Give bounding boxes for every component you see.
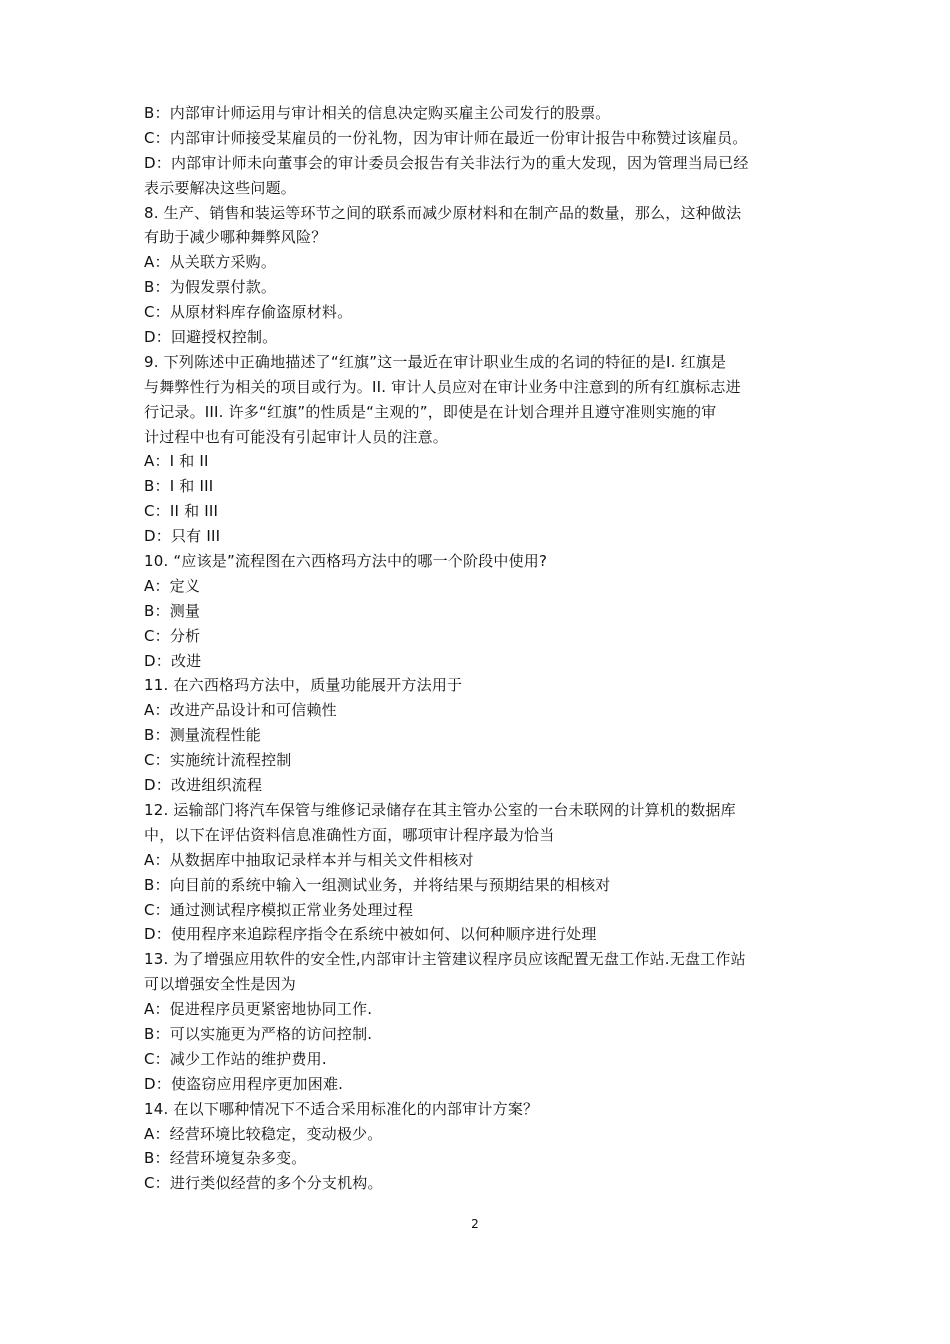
question-10: 10. “应该是”流程图在六西格玛方法中的哪一个阶段中使用?: [144, 552, 548, 571]
option-a: A：从数据库中抽取记录样本并与相关文件相核对: [144, 850, 474, 869]
option-d: D：使用程序来追踪程序指令在系统中被如何、以何种顺序进行处理: [144, 925, 597, 944]
option-d: D：回避授权控制。: [144, 328, 278, 347]
text-line: 行记录。III. 许多“红旗”的性质是“主观的”，即使是在计划合理并且遵守准则实施的审: [144, 402, 717, 421]
option-a: A：从关联方采购。: [144, 253, 277, 272]
question-13: 13. 为了增强应用软件的安全性,内部审计主管建议程序员应该配置无盘工作站.无盘工作站: [144, 950, 746, 969]
option-b: B：I 和 III: [144, 477, 214, 496]
option-d: D：改进组织流程: [144, 776, 263, 795]
option-a: A：经营环境比较稳定，变动极少。: [144, 1124, 383, 1143]
text-line: 表示要解决这些问题。: [144, 178, 297, 197]
option-b: B：测量流程性能: [144, 726, 261, 745]
option-a: A：促进程序员更紧密地协同工作.: [144, 1000, 373, 1019]
question-12: 12. 运输部门将汽车保管与维修记录储存在其主管办公室的一台未联网的计算机的数据库: [144, 800, 736, 819]
option-b: B：可以实施更为严格的访问控制.: [144, 1024, 373, 1043]
question-14: 14. 在以下哪种情况下不适合采用标准化的内部审计方案？: [144, 1099, 539, 1118]
option-c: C：减少工作站的维护费用.: [144, 1049, 327, 1068]
option-d: D：使盗窃应用程序更加困难.: [144, 1074, 344, 1093]
text-line: 与舞弊性行为相关的项目或行为。II. 审计人员应对在审计业务中注意到的所有红旗标志进: [144, 377, 741, 396]
option-b: B：为假发票付款。: [144, 278, 277, 297]
option-c: C：II 和 III: [144, 502, 219, 521]
option-a: A：定义: [144, 576, 201, 595]
option-c: C：实施统计流程控制: [144, 751, 292, 770]
option-d: D：只有 III: [144, 527, 221, 546]
option-b: B：经营环境复杂多变。: [144, 1149, 307, 1168]
option-a: A：I 和 II: [144, 452, 209, 471]
text-line: 有助于减少哪种舞弊风险？: [144, 228, 327, 247]
text-line: 计过程中也有可能没有引起审计人员的注意。: [144, 427, 449, 446]
option-d: D：改进: [144, 651, 202, 670]
text-line: D：内部审计师未向董事会的审计委员会报告有关非法行为的重大发现，因为管理当局已经: [144, 153, 749, 172]
page-number: 2: [471, 1217, 479, 1231]
document-body: [144, 101, 816, 1196]
question-8: 8. 生产、销售和装运等环节之间的联系而减少原材料和在制产品的数量，那么，这种做法: [144, 203, 742, 222]
option-b: B：向目前的系统中输入一组测试业务，并将结果与预期结果的相核对: [144, 875, 611, 894]
text-line: 中，以下在评估资料信息准确性方面，哪项审计程序最为恰当: [144, 825, 555, 844]
text-line: B：内部审计师运用与审计相关的信息决定购买雇主公司发行的股票。: [144, 104, 611, 122]
option-c: C：通过测试程序模拟正常业务处理过程: [144, 900, 414, 919]
option-c: C：从原材料库存偷盗原材料。: [144, 303, 353, 322]
text-line: 可以增强安全性是因为: [144, 975, 297, 994]
question-11: 11. 在六西格玛方法中，质量功能展开方法用于: [144, 676, 463, 695]
option-c: C：分析: [144, 626, 201, 645]
option-b: B：测量: [144, 601, 201, 620]
text-line: C：内部审计师接受某雇员的一份礼物，因为审计师在最近一份审计报告中称赞过该雇员。: [144, 128, 748, 147]
option-c: C：进行类似经营的多个分支机构。: [144, 1174, 383, 1193]
question-9: 9. 下列陈述中正确地描述了“红旗”这一最近在审计职业生成的名词的特征的是I. 红旗是: [144, 352, 727, 371]
option-a: A：改进产品设计和可信赖性: [144, 701, 337, 720]
